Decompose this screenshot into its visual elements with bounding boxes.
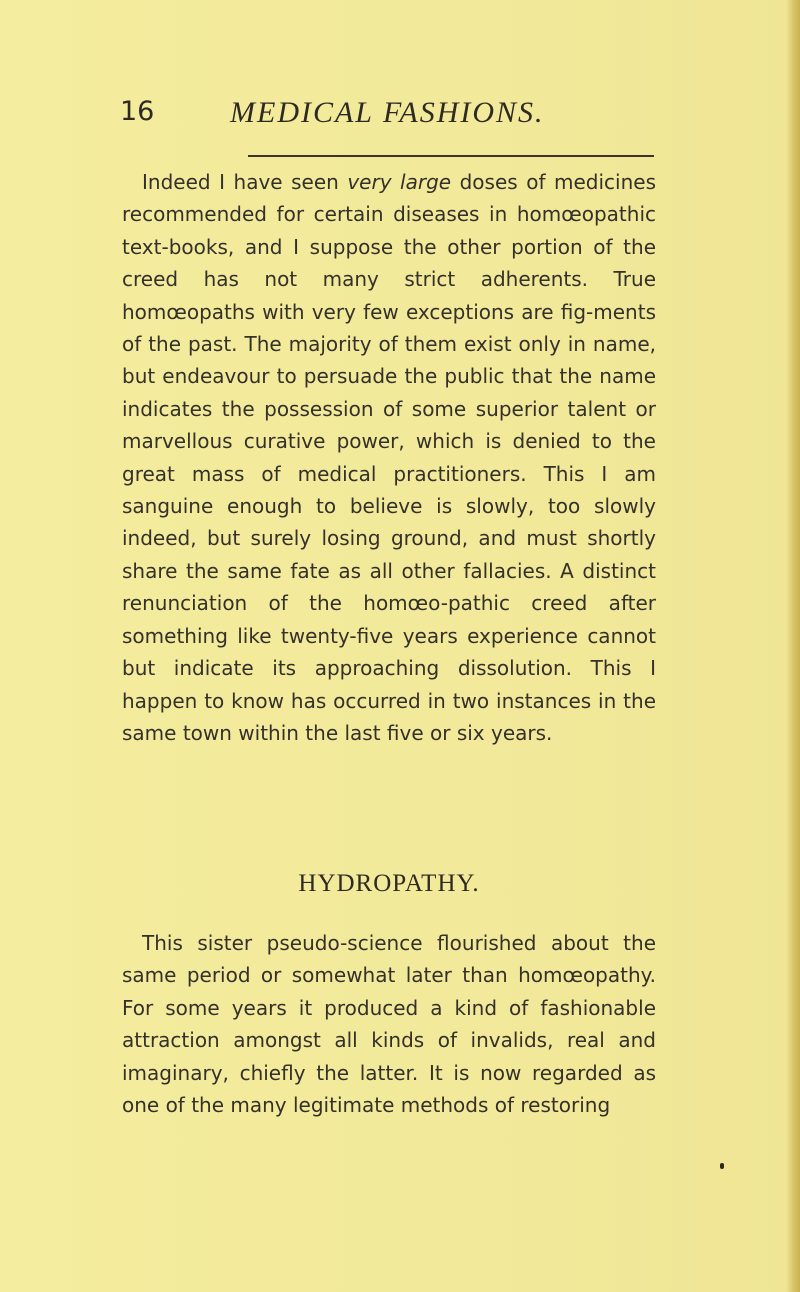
header-rule: [248, 155, 654, 157]
section-heading: HYDROPATHY.: [298, 870, 480, 897]
running-header: [120, 96, 660, 140]
running-title: MEDICAL FASHIONS.: [230, 96, 545, 129]
paragraph-2: This sister pseudo-science flourished about the same period or somewhat later than homœopathy. For some years it produced a kind of fashionable attraction amongst all kinds of invalids, real and imaginary, chiefly the latter. It is now regarded as one of the many legitimate methods of restoring: [122, 931, 656, 1118]
ink-speck: [720, 1163, 724, 1169]
paragraph-1-emphasis: very large: [347, 170, 452, 194]
paragraph-1-rest: doses of medicines recommended for certain diseases in homœopathic text-books, and I suppose the other portion of the creed has not many strict adherents. True homœopaths with very few exceptions are fig-ments of the past. The majority of them exist only in name, but endeavour to persuade the public that the name indicates the possession of some superior talent or marvellous curative power, which is denied to the great mass of medical practitioners. This I am sanguine enough to believe is slowly, too slowly indeed, but surely losing ground, and must shortly share the same fate as all other fallacies. A distinct renunciation of the homœo-pathic creed after something like twenty-five years experience cannot but indicate its approaching dissolution. This I happen to know has occurred in two instances in the same town within the last five or six years.: [122, 170, 656, 745]
body-text-lower: [122, 927, 656, 1121]
paragraph-1-start: Indeed I have seen: [142, 170, 348, 194]
page-edge-shadow: [786, 0, 800, 1292]
page-number: 16: [120, 96, 155, 127]
body-text-upper: [122, 166, 656, 749]
paragraph-1: [122, 166, 656, 749]
